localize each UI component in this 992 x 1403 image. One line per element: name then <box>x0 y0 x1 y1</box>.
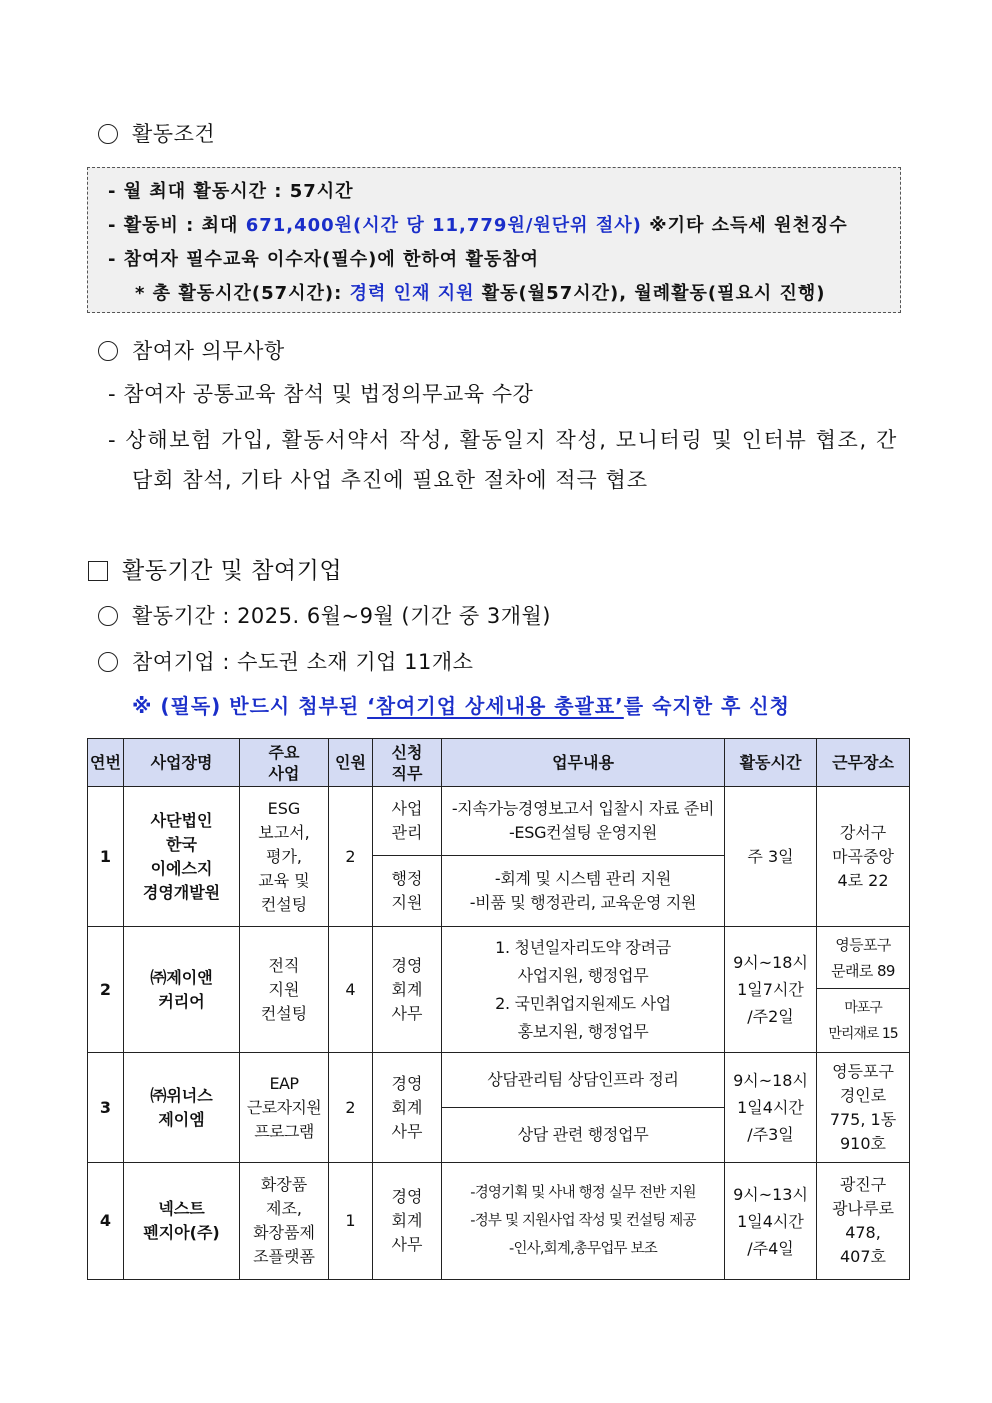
people-count: 2 <box>329 1053 373 1163</box>
period-section-title: 활동기간 및 참여기업 <box>122 558 343 584</box>
duty-item-1: - 참여자 공통교육 참석 및 법정의무교육 수강 <box>108 382 534 406</box>
table-row <box>88 1163 910 1280</box>
work-description: 1. 청년일자리도약 장려금 사업지원, 행정업무 2. 국민취업지원제도 사업 홍보지원, 행정업무 <box>442 927 725 1053</box>
main-business: EAP 근로자지원 프로그램 <box>240 1053 329 1163</box>
period-section-heading <box>88 552 342 585</box>
summary-table-reference: ‘참여기업 상세내용 총괄표’ <box>367 694 624 718</box>
job-title: 행정 지원 <box>373 856 442 927</box>
job-title: 경영 회계 사무 <box>373 927 442 1053</box>
header-hours: 활동시간 <box>725 739 817 787</box>
period-line: 활동기간 : 2025. 6월~9월 (기간 중 3개월) <box>98 600 551 630</box>
circle-bullet-icon <box>98 652 118 672</box>
circle-bullet-icon <box>98 606 118 626</box>
table-row <box>88 927 910 989</box>
notice-line: ※ (필독) 반드시 첨부된 ‘참여기업 상세내용 총괄표’를 숙지한 후 신청 <box>132 694 790 718</box>
people-count: 4 <box>329 927 373 1053</box>
work-location: 영등포구 경인로 775, 1동 910호 <box>817 1053 910 1163</box>
condition-line-3: - 참여자 필수교육 이수자(필수)에 한하여 활동참여 <box>108 249 540 270</box>
main-business: ESG 보고서, 평가, 교육 및 컨설팅 <box>240 787 329 927</box>
header-location: 근무장소 <box>817 739 910 787</box>
work-location: 강서구 마곡중앙 4로 22 <box>817 787 910 927</box>
activity-hours: 9시~18시 1일4시간 /주3일 <box>725 1053 817 1163</box>
company-name: 사단법인 한국 이에스지 경영개발원 <box>124 787 240 927</box>
circle-bullet-icon <box>98 341 118 361</box>
header-no: 연번 <box>88 739 124 787</box>
table-row <box>88 1053 910 1108</box>
square-bullet-icon <box>88 561 108 581</box>
company-table <box>87 738 910 1280</box>
duty-item-2-cont: 담회 참석, 기타 사업 추진에 필요한 절차에 적극 협조 <box>132 468 649 492</box>
condition-line-4: * 총 활동시간(57시간): 경력 인재 지원 활동(월57시간), 월례활동(필요시 진행) <box>135 283 826 304</box>
conditions-box <box>87 167 901 313</box>
work-location: 마포구 만리재로 15 <box>817 989 910 1053</box>
job-title: 경영 회계 사무 <box>373 1163 442 1280</box>
conditions-title: 활동조건 <box>132 122 216 146</box>
work-description: -경영기획 및 사내 행정 실무 전반 지원 -정부 및 지원사업 작성 및 컨설팅 제공 -인사,회계,총무업무 보조 <box>442 1163 725 1280</box>
activity-hours: 9시~18시 1일7시간 /주2일 <box>725 927 817 1053</box>
company-name: ㈜위너스 제이엠 <box>124 1053 240 1163</box>
duties-title: 참여자 의무사항 <box>132 339 285 363</box>
row-no: 3 <box>88 1053 124 1163</box>
work-location: 광진구 광나루로 478, 407호 <box>817 1163 910 1280</box>
main-business: 전직 지원 컨설팅 <box>240 927 329 1053</box>
job-title: 사업 관리 <box>373 787 442 856</box>
duties-heading <box>98 335 285 365</box>
condition-line-2: - 활동비 : 최대 671,400원(시간 당 11,779원/원단위 절사) ※기타 소득세 원천징수 <box>108 215 848 236</box>
table-row <box>88 787 910 856</box>
header-work: 업무내용 <box>442 739 725 787</box>
work-description: 상담 관련 행정업무 <box>442 1108 725 1163</box>
conditions-heading <box>98 118 215 148</box>
company-name: ㈜제이앤 커리어 <box>124 927 240 1053</box>
activity-hours: 9시~13시 1일4시간 /주4일 <box>725 1163 817 1280</box>
people-count: 1 <box>329 1163 373 1280</box>
people-count: 2 <box>329 787 373 927</box>
work-description: -회계 및 시스템 관리 지원 -비품 및 행정관리, 교육운영 지원 <box>442 856 725 927</box>
row-no: 4 <box>88 1163 124 1280</box>
condition-line-1: - 월 최대 활동시간 : 57시간 <box>108 181 354 202</box>
main-business: 화장품 제조, 화장품제 조플랫폼 <box>240 1163 329 1280</box>
header-people: 인원 <box>329 739 373 787</box>
header-company: 사업장명 <box>124 739 240 787</box>
table-header-row <box>88 739 910 787</box>
header-job: 신청 직무 <box>373 739 442 787</box>
work-description: 상담관리팀 상담인프라 정리 <box>442 1053 725 1108</box>
row-no: 1 <box>88 787 124 927</box>
work-description: -지속가능경영보고서 입찰시 자료 준비 -ESG컨설팅 운영지원 <box>442 787 725 856</box>
activity-hours: 주 3일 <box>725 787 817 927</box>
duty-item-2: - 상해보험 가입, 활동서약서 작성, 활동일지 작성, 모니터링 및 인터뷰 협조, 간 <box>108 428 898 452</box>
work-location: 영등포구 문래로 89 <box>817 927 910 989</box>
header-business: 주요 사업 <box>240 739 329 787</box>
circle-bullet-icon <box>98 124 118 144</box>
row-no: 2 <box>88 927 124 1053</box>
job-title: 경영 회계 사무 <box>373 1053 442 1163</box>
company-name: 넥스트 펜지아(주) <box>124 1163 240 1280</box>
companies-line: 참여기업 : 수도권 소재 기업 11개소 <box>98 646 473 676</box>
